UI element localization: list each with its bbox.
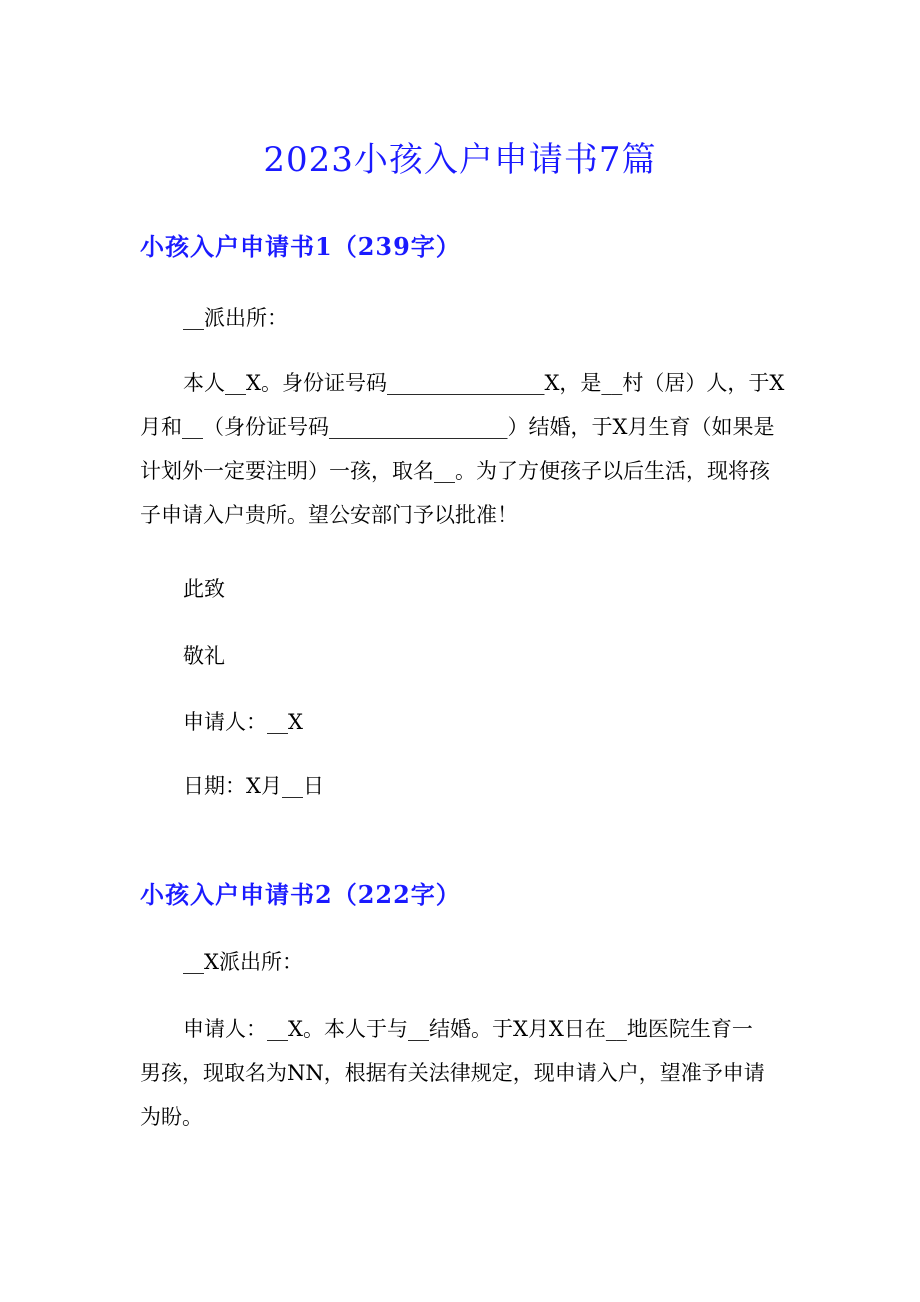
section-1-closing-2: 敬礼 [183,644,225,668]
section-2-body-line-3: 为盼。 [140,1105,203,1129]
section-1-applicant: 申请人：__X [183,710,303,734]
section-1-body-line-2: 月和__（身份证号码_________________）结婚，于X月生育（如果是 [140,415,775,439]
section-2-heading: 小孩入户申请书2（222字） [140,880,461,909]
section-1-body-line-1: 本人__X。身份证号码_______________X，是__村（居）人，于X [183,371,785,395]
section-1-salutation: __派出所： [183,306,288,330]
section-1-date: 日期：X月__日 [183,774,324,798]
section-2-body-line-2: 男孩，现取名为NN，根据有关法律规定，现申请入户，望准予申请 [140,1061,765,1085]
section-2-body-line-1: 申请人：__X。本人于与__结婚。于X月X日在__地医院生育一 [183,1017,753,1041]
section-1-closing-1: 此致 [183,577,225,601]
section-1-body-line-4: 子申请入户贵所。望公安部门予以批准！ [140,503,518,527]
document-title: 2023小孩入户申请书7篇 [263,140,657,180]
section-2-salutation: __X派出所： [183,950,303,974]
section-1-body-line-3: 计划外一定要注明）一孩，取名__。为了方便孩子以后生活，现将孩 [140,459,770,483]
section-1-heading: 小孩入户申请书1（239字） [140,232,461,261]
